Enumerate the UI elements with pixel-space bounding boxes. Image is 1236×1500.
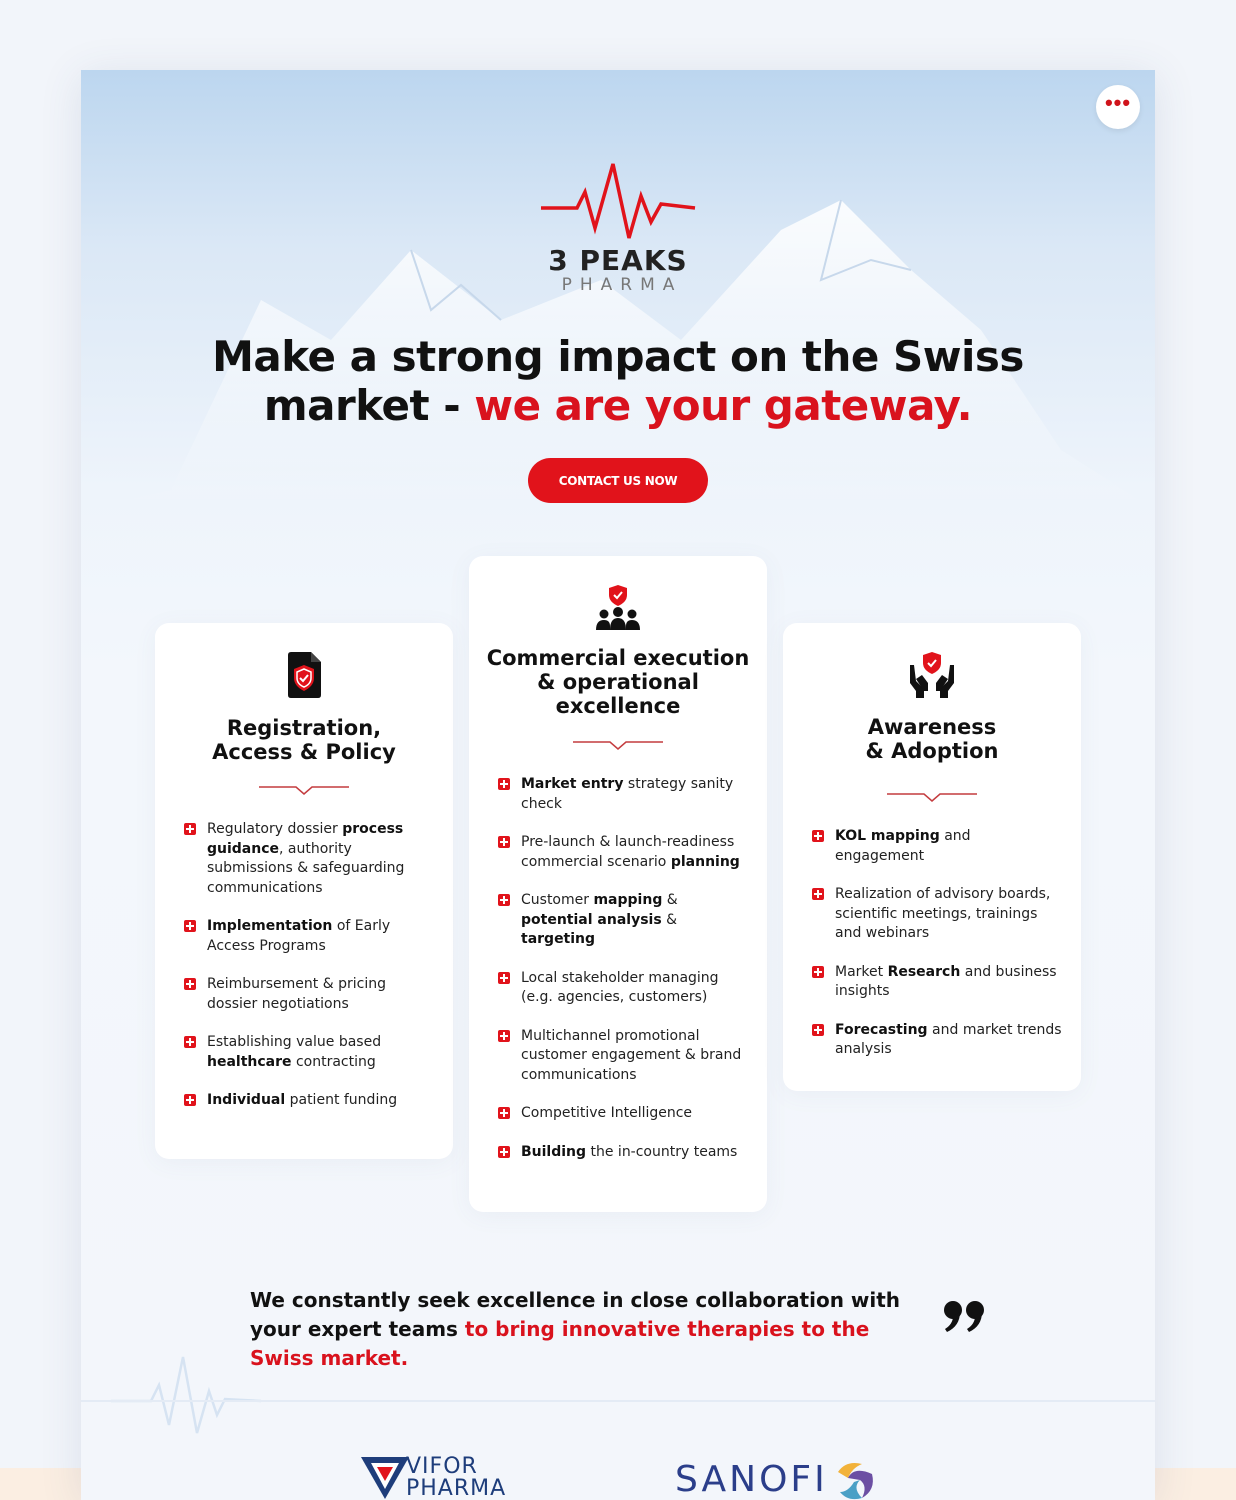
partner-logo-sanofi[interactable] [675, 1458, 885, 1500]
item-text: strategy sanity check [521, 776, 734, 812]
sanofi-swirl-icon [832, 1458, 876, 1500]
plus-bullet-icon [498, 1030, 510, 1042]
item-text-bold: healthcare [207, 1053, 292, 1070]
list-item [498, 969, 748, 1008]
item-text-bold: process guidance [207, 821, 404, 857]
card-items-list [812, 827, 1062, 1079]
item-text: the in-country teams [586, 1143, 738, 1160]
item-text-bold: Research [887, 963, 961, 980]
list-item [184, 1033, 432, 1072]
card-title-line: excellence [555, 694, 681, 718]
item-text-bold: Forecasting [835, 1021, 928, 1038]
plus-bullet-icon [184, 920, 196, 932]
card-title-line: & Adoption [865, 739, 999, 763]
card-title-line: Access & Policy [212, 740, 396, 764]
list-item [184, 975, 432, 1014]
card-title-line: & operational [537, 670, 699, 694]
team-shield-icon [594, 584, 642, 632]
headline-black: market - [263, 381, 475, 430]
list-item [812, 827, 1062, 866]
card-commercial [469, 556, 767, 1212]
card-items-list [184, 820, 432, 1130]
headline-red: we are your gateway. [474, 381, 973, 430]
plus-bullet-icon [184, 823, 196, 835]
plus-bullet-icon [498, 1146, 510, 1158]
item-text: Competitive Intelligence [521, 1105, 693, 1121]
plus-bullet-icon [498, 836, 510, 848]
partner-logo-vifor[interactable] [360, 1456, 530, 1500]
item-text: Establishing value based [207, 1034, 382, 1050]
quote-mark-icon [943, 1300, 987, 1334]
list-item [498, 1027, 748, 1086]
item-text: , authority submissions & safeguarding communications [207, 840, 405, 896]
plus-bullet-icon [498, 972, 510, 984]
page-frame [81, 70, 1155, 1500]
plus-bullet-icon [812, 830, 824, 842]
more-menu-button[interactable] [1096, 85, 1140, 129]
item-text: Pre-launch & launch-readiness commercial scenario [521, 834, 735, 870]
logo-name: 3 PEAKS [548, 244, 688, 277]
plus-bullet-icon [812, 1024, 824, 1036]
vifor-line: PHARMA [406, 1476, 507, 1500]
quote-text [250, 1286, 930, 1373]
item-text-bold: planning [670, 853, 740, 870]
card-title-line: Registration, [226, 716, 382, 740]
list-item [184, 917, 432, 956]
list-item [184, 820, 432, 898]
plus-bullet-icon [498, 778, 510, 790]
plus-bullet-icon [498, 894, 510, 906]
section-separator [81, 1400, 1155, 1402]
item-text-bold: potential analysis [521, 911, 662, 928]
item-text: patient funding [285, 1092, 398, 1108]
card-title [783, 715, 1081, 763]
item-text: Reimbursement & pricing dossier negotiations [207, 976, 386, 1012]
card-title [469, 646, 767, 718]
item-text: & [662, 892, 678, 908]
card-awareness [783, 623, 1081, 1091]
list-item [498, 1104, 748, 1124]
item-text: contracting [291, 1053, 376, 1070]
hero-headline [81, 332, 1155, 430]
chevron-divider [886, 791, 978, 803]
item-text-bold: Individual [207, 1092, 286, 1108]
document-shield-icon [285, 651, 323, 699]
plus-bullet-icon [812, 888, 824, 900]
list-item [812, 1021, 1062, 1060]
card-items-list [498, 775, 748, 1181]
card-title-line: Commercial execution [486, 646, 750, 670]
item-text-bold: Building [521, 1143, 587, 1160]
logo-subtitle: PHARMA [561, 275, 683, 295]
item-text-bold: KOL mapping [835, 828, 940, 844]
item-text: & [661, 911, 678, 928]
plus-bullet-icon [184, 978, 196, 990]
item-text-bold: mapping [593, 892, 663, 908]
chevron-divider [572, 739, 664, 751]
item-text: Multichannel promotional customer engagement & brand communications [521, 1027, 742, 1083]
list-item [498, 891, 748, 950]
item-text: Local stakeholder managing (e.g. agencies, customers) [521, 969, 719, 1005]
item-text-bold: Market entry [521, 776, 624, 792]
item-text: and engagement [835, 828, 971, 864]
logo[interactable] [537, 160, 699, 300]
vifor-logo-icon [360, 1456, 410, 1500]
list-item [498, 775, 748, 814]
plus-bullet-icon [184, 1094, 196, 1106]
chevron-divider [258, 784, 350, 796]
item-text-bold: targeting [521, 931, 596, 947]
headline-line-2 [81, 381, 1155, 430]
sanofi-text: SANOFI [675, 1459, 828, 1500]
item-text: Regulatory dossier [207, 821, 343, 837]
pulse-peaks-icon [537, 160, 699, 250]
headline-line-1: Make a strong impact on the Swiss [212, 332, 1024, 381]
plus-bullet-icon [812, 966, 824, 978]
item-text: and market trends analysis [835, 1021, 1062, 1057]
item-text: and business insights [835, 963, 1057, 999]
vifor-line: VIFOR [406, 1454, 478, 1479]
plus-bullet-icon [184, 1036, 196, 1048]
item-text: of Early Access Programs [207, 918, 391, 954]
list-item [498, 833, 748, 872]
more-dots-icon: ••• [1104, 90, 1132, 115]
card-registration [155, 623, 453, 1159]
plus-bullet-icon [498, 1107, 510, 1119]
card-title [155, 716, 453, 764]
item-text-bold: Implementation [207, 918, 333, 934]
contact-us-button[interactable]: CONTACT US NOW [528, 458, 708, 503]
card-title-line: Awareness [867, 715, 997, 739]
list-item [812, 885, 1062, 944]
item-text: Customer [521, 892, 594, 908]
vifor-text [406, 1456, 506, 1500]
quote-black: We constantly seek excellence in close collaboration with your expert teams [250, 1288, 901, 1341]
hands-shield-icon [908, 651, 956, 699]
list-item [184, 1091, 432, 1111]
quote-red: to bring innovative therapies to the Swiss market. [250, 1317, 870, 1370]
list-item [812, 963, 1062, 1002]
item-text: Market [835, 963, 888, 980]
item-text: Realization of advisory boards, scientific meetings, trainings and webinars [835, 886, 1051, 941]
list-item [498, 1143, 748, 1163]
